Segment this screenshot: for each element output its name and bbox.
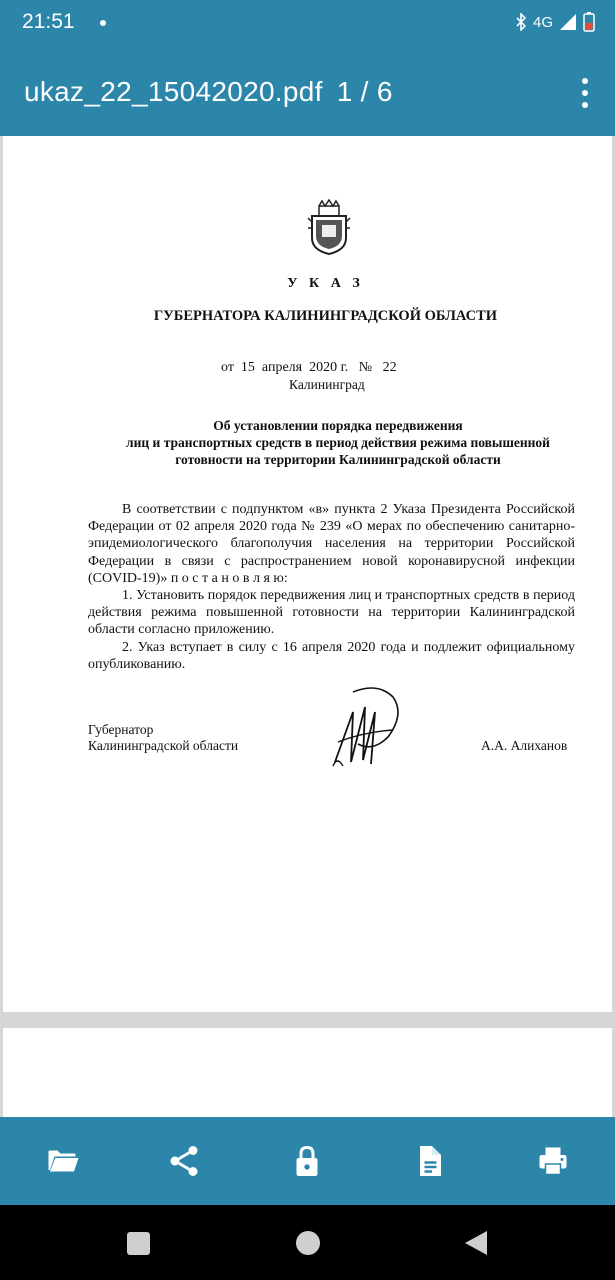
subject-line: Об установлении порядка передвижения <box>213 418 463 433</box>
lock-icon[interactable] <box>289 1143 325 1179</box>
signatory-title-line: Губернатор <box>88 722 154 737</box>
decree-subject <box>93 417 583 468</box>
battery-icon <box>583 12 595 32</box>
pdf-page-1 <box>3 136 612 1012</box>
document-icon[interactable] <box>411 1143 447 1179</box>
folder-icon[interactable] <box>44 1143 80 1179</box>
notification-dot-icon <box>100 20 106 26</box>
signal-icon <box>559 13 577 31</box>
status-time: 21:51 <box>22 10 75 33</box>
status-icons <box>515 12 595 32</box>
home-button[interactable] <box>296 1231 320 1255</box>
file-name: ukaz_22_15042020.pdf <box>24 76 323 107</box>
page-indicator: 1 / 6 <box>336 76 393 107</box>
bluetooth-icon <box>515 13 527 31</box>
signatory-title <box>88 722 238 754</box>
app-bar <box>0 48 615 136</box>
subject-line: лиц и транспортных средств в период действия режима повышенной <box>126 435 550 450</box>
share-icon[interactable] <box>166 1143 202 1179</box>
recents-button[interactable] <box>127 1232 150 1255</box>
coat-of-arms-icon <box>304 198 354 256</box>
decree-paragraph: В соответствии с подпунктом «в» пункта 2 Указа Президента Российской Федерации от 02 апреля 2020 года № 239 «О мерах по обеспечению санитарно-эпидемиологического благополучия населения на территории Российской Федерации в связи с распространением новой коронавирусной инфекции (COVID-19)» п о с т а н о в л я ю: <box>88 502 575 586</box>
decree-authority: ГУБЕРНАТОРА КАЛИНИНГРАДСКОЙ ОБЛАСТИ <box>153 308 498 324</box>
status-bar <box>0 0 615 48</box>
decree-date: от 15 апреля 2020 г. № 22 <box>221 360 397 375</box>
decree-body <box>88 501 575 673</box>
pdf-page-2 <box>3 1028 612 1117</box>
more-vert-icon[interactable] <box>581 78 589 108</box>
network-type-label: 4G <box>532 13 553 31</box>
decree-heading: У К А З <box>287 276 364 291</box>
signatory-name: А.А. Алиханов <box>481 738 568 753</box>
document-title <box>24 76 393 108</box>
handwritten-signature <box>323 682 403 772</box>
pdf-viewer[interactable] <box>0 136 615 1117</box>
decree-paragraph: 2. Указ вступает в силу с 16 апреля 2020 года и подлежит официальному опубликованию. <box>88 639 575 672</box>
print-icon[interactable] <box>535 1143 571 1179</box>
system-nav-bar <box>0 1205 615 1280</box>
decree-paragraph: 1. Установить порядок передвижения лиц и транспортных средств в период действия режима повышенной готовности на территории Калининградской области согласно приложению. <box>88 588 575 638</box>
bottom-toolbar <box>0 1117 615 1205</box>
decree-city: Калининград <box>289 377 365 392</box>
back-button[interactable] <box>465 1231 487 1255</box>
signatory-title-line: Калининградской области <box>88 738 239 753</box>
subject-line: готовности на территории Калининградской области <box>175 452 501 467</box>
